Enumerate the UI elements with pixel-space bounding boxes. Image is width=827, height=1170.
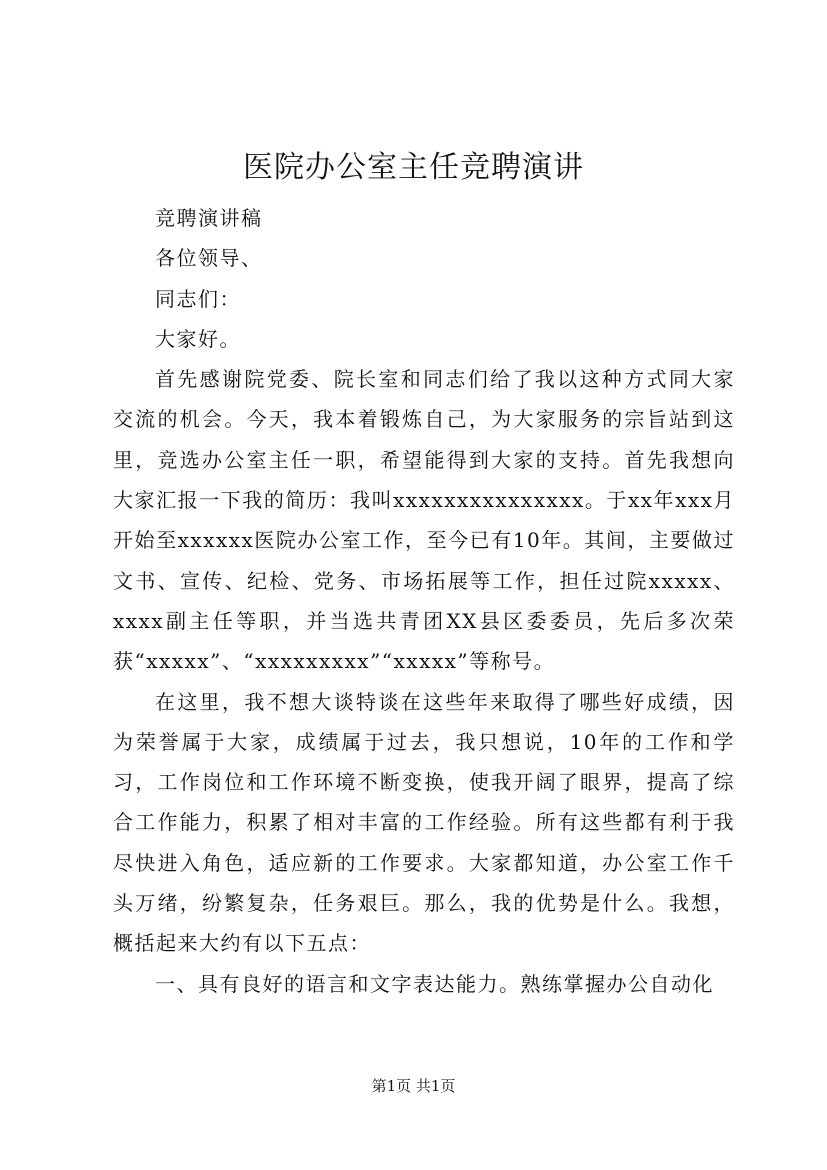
paragraph-salutation-comrades: 同志们： [155,286,241,311]
paragraph-point-one: 一、具有良好的语言和文字表达能力。熟练掌握办公自动化 [155,971,714,996]
paragraph-heading: 竞聘演讲稿 [155,206,263,230]
paragraph-introduction: 首先感谢院党委、院长室和同志们给了我以这种方式同大家交流的机会。今天，我本着锻炼自己，为大家服务的宗旨站到这里，竞选办公室主任一职，希望能得到大家的支持。首先我想向大家汇报一下我的简历：我叫xxxxxxxxxxxxxxx。于xx年xxx月开始至xxxxxx医院办公室工作，至今已有10年。其间，主要做过文书、宣传、纪检、党务、市场拓展等工作，担任过院xxxxx、xxxx副主任等职，并当选共青团XX县区委委员，先后多次荣获“xxxxx”、“xxxxxxxxx”“xxxxx”等称号。 [113,367,735,674]
paragraph-greeting: 大家好。 [155,326,241,351]
page-footer: 第1页 共1页 [371,1077,456,1095]
document-body [113,198,735,1004]
paragraph-salutation-leaders: 各位领导、 [155,246,263,271]
document-title: 医院办公室主任竞聘演讲 [243,150,584,185]
paragraph-experience: 在这里，我不想大谈特谈在这些年来取得了哪些好成绩，因为荣誉属于大家，成绩属于过去，我只想说，10年的工作和学习，工作岗位和工作环境不断变换，使我开阔了眼界，提高了综合工作能力，积累了相对丰富的工作经验。所有这些都有利于我尽快进入角色，适应新的工作要求。大家都知道，办公室工作千头万绪，纷繁复杂，任务艰巨。那么，我的优势是什么。我想，概括起来大约有以下五点： [113,689,735,956]
